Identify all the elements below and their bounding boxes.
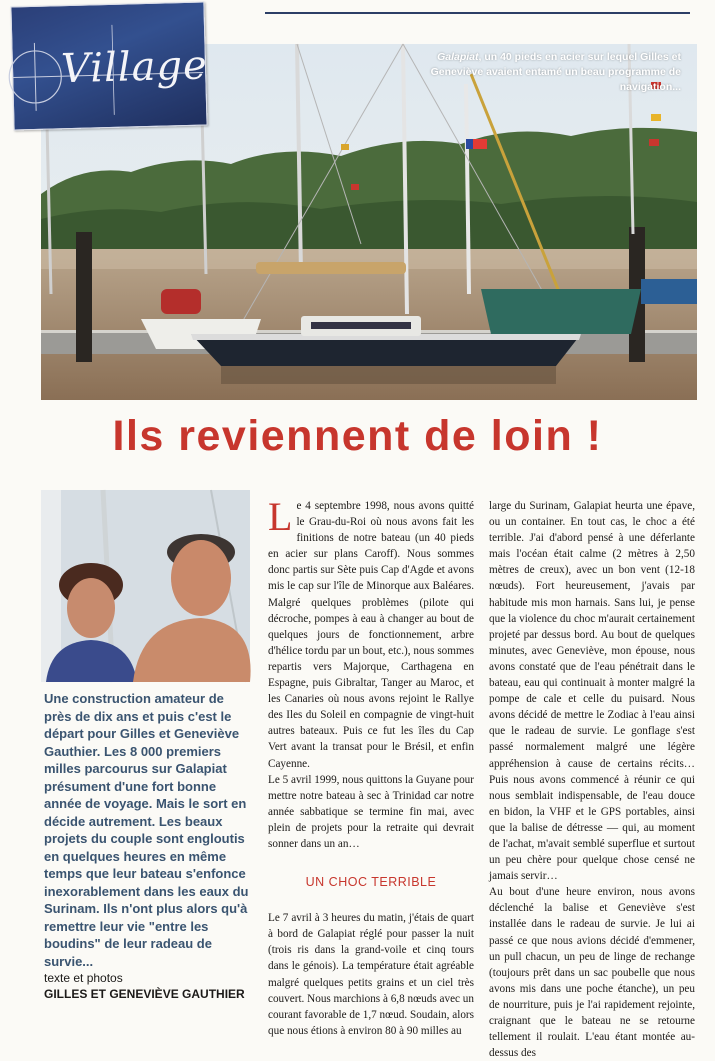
caption-text: , un 40 pieds en acier sur lequel Gilles et Geneviève avaient entamé un beau programme de navigation... xyxy=(430,51,681,93)
caption-boat-name: Galapiat xyxy=(437,51,479,63)
article-paragraph: Le 7 avril à 3 heures du matin, j'étais de quart à bord de Galapiat réglé pour passer la nuit (trois ris dans la grand-voile et cinq tours dans le génois). La température était agréable malgré quelques petits grains et un ciel très couvert. Nous marchions à 6,8 nœuds avec un courant favorable de 1,7 nœud. Soudain, alors que nous étions à environ 80 à 90 milles au xyxy=(268,912,474,1037)
paragraph-text: e 4 septembre 1998, nous avons quitté le Grau-du-Roi où nous avons fait les finitions de notre bateau (un 40 pieds en acier sur plans Caroff). Nous sommes donc partis sur Sète puis Cap d'Agde et avons mis le cap sur l'île de Minorque aux Baléares. Malgré quelques problèmes (pilote qui décroche, pompes à eau à changer au bout de quelques jours de fonctionnement, arbre d'hélice tordu par un bout, etc.), nous sommes repartis vers Majorque, Carthagena en Espagne, puis Gibraltar, Tanger au Maroc, et les Canaries où nous avons rejoint le Rallye des Iles du Soleil en compagnie de vingt-huit autres bateaux. Puis ce fut les îles du Cap Vert avant la transat pour le Brésil, et enfin Cayenne. xyxy=(268,500,474,770)
drop-cap: L xyxy=(268,494,293,539)
hero-caption xyxy=(421,50,681,95)
article-headline: Ils reviennent de loin ! xyxy=(112,412,603,460)
article-paragraph: Au bout d'une heure environ, nous avons déclenché la balise et Geneviève s'est installée dans le radeau de survie. Je lui ai passé ce que nous avions décidé d'emmener, un pull chacun, un peu de linge de rechange (toujours prêt dans un sac poubelle que nous avons mis dans une poche étanche), un peu de nourriture, puis je l'ai rapidement rejointe, craignant que le bateau ne se retourne tellement il roulait. L'eau étant montée au-dessus des xyxy=(489,886,695,1060)
couple-portrait xyxy=(41,490,250,682)
article-column-2 xyxy=(489,498,695,1061)
section-logo xyxy=(10,1,207,130)
section-logo-text: Village xyxy=(60,42,209,93)
portrait-photo xyxy=(41,490,250,682)
article-column-1 xyxy=(268,494,475,1039)
article-intro: Une construction amateur de près de dix ans et puis c'est le départ pour Gilles et Geneviève Gauthier. Les 8 000 premiers milles parcourus sur Galapiat présument d'une fort bonne année de voyage. Mais le sort en décide autrement. Les beaux projets du couple sont engloutis en quelques heures en même temps que leur bateau s'enfonce inexorablement dans les eaux du Surinam. Ils n'ont plus alors qu'à remettre leur vie "entre les boudins" de leur radeau de survie... xyxy=(44,691,249,969)
article-credit xyxy=(44,970,254,1002)
article-paragraph: large du Surinam, Galapiat heurta une épave, ou un container. En tout cas, le choc a été terrible. J'ai d'abord pensé à une déferlante mais l'océan était calme (2 mètres à 2,50 mètres de creux), avec un bon vent (12-18 nœuds). Fort heureusement, j'avais par habitude mis mon harnais. Sans lui, je pense que la violence du choc m'aurait certainement projeté par dessus bord. Au bout de quelques minutes, avec Geneviève, mon épouse, nous avons constaté que de l'eau pénétrait dans le bateau, eau qui continuait à monter malgré la pompe de cale et celle du puisard. Nous avons décidé de mettre le Zodiac à l'eau ainsi que le radeau de survie. Le gonflage s'est passé normalement malgré une légère appréhension à cause de certains récits… Puis nous avons commencé à réunir ce qui nous semblait indispensable, de l'eau douce en bidon, la VHF et le GPS portables, ainsi que la balise de détresse — qui, au moment de l'achat, m'avait semblé superflue et surtout un peu chère pour quelque chose censé ne jamais servir… xyxy=(489,500,695,883)
credit-label: texte et photos xyxy=(44,971,123,985)
article-paragraph xyxy=(268,494,474,772)
credit-names: GILLES ET GENEVIÈVE GAUTHIER xyxy=(44,987,245,1001)
article-paragraph: Le 5 avril 1999, nous quittons la Guyane pour mettre notre bateau à sec à Trinidad car notre année sabbatique se termine fin mai, avec plein de projets pour la retraite qui devrait sonner dans un an… xyxy=(268,773,475,850)
header-rule xyxy=(265,12,690,14)
article-subhead: UN CHOC TERRIBLE xyxy=(305,875,437,890)
